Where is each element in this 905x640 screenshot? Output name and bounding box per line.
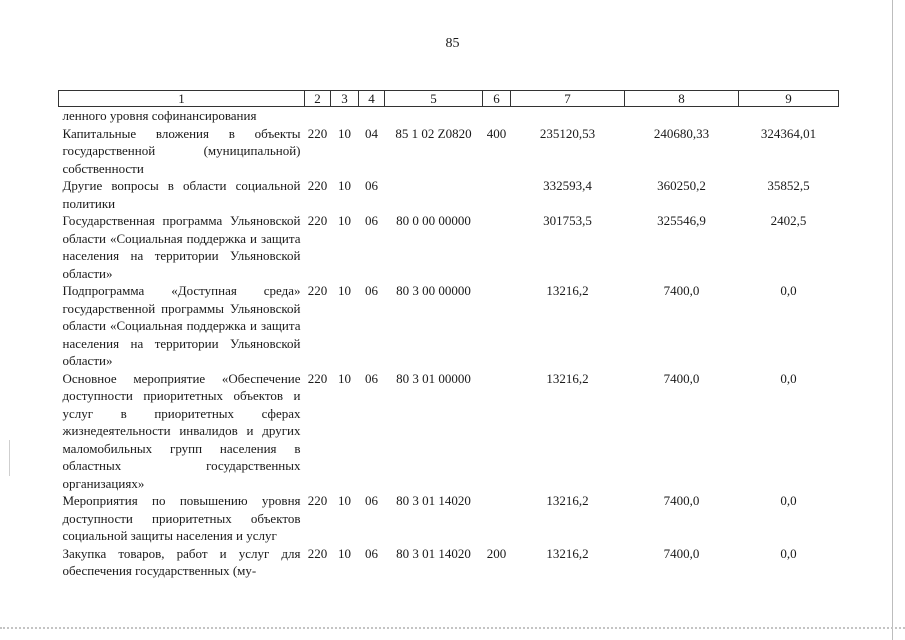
row-name: Государственная программа Ульяновской области «Социальная поддержка и защита населения на территории Ульяновской области» (62, 213, 301, 281)
row-c2: 220 (307, 545, 328, 561)
row-name: Капитальные вложения в объекты государственной (муниципальной) собственности (62, 125, 301, 176)
scan-edge-left (9, 440, 10, 476)
row-c2: 220 (307, 493, 328, 508)
header-col-1: 1 (59, 91, 305, 107)
row-c5: 80 0 00 00000 (396, 213, 471, 228)
row-c9: 324364,01 (760, 125, 817, 141)
header-col-4: 4 (359, 91, 385, 107)
row-c7: 13216,2 (546, 283, 589, 298)
header-col-2: 2 (305, 91, 331, 107)
header-col-8: 8 (625, 91, 739, 107)
row-c9: 0,0 (780, 370, 797, 386)
row-name: Закупка товаров, работ и услуг для обеспечения государственных (му- (62, 545, 301, 578)
table-row (59, 177, 839, 212)
scan-edge-right (892, 0, 893, 640)
row-c8: 7400,0 (663, 545, 700, 561)
row-c4: 06 (365, 283, 378, 298)
row-c8: 7400,0 (663, 283, 700, 298)
table-row (59, 282, 839, 370)
row-c3: 10 (338, 178, 351, 193)
continuation-text: ленного уровня софинансирования (62, 108, 257, 123)
row-c6 (483, 370, 511, 493)
row-name: Мероприятия по повышению уровня доступности приоритетных объектов социальной защиты населения и услуг (62, 493, 301, 543)
row-c2: 220 (307, 283, 328, 298)
row-c7: 13216,2 (546, 545, 589, 561)
row-c8: 7400,0 (663, 370, 700, 386)
row-c5: 80 3 01 00000 (396, 370, 471, 386)
row-c6 (483, 177, 511, 212)
row-name: Другие вопросы в области социальной политики (62, 178, 301, 211)
row-c8: 7400,0 (663, 493, 700, 508)
row-c5: 80 3 01 14020 (396, 545, 471, 561)
header-col-7: 7 (511, 91, 625, 107)
row-c4: 06 (365, 545, 378, 561)
row-c3: 10 (338, 370, 351, 386)
header-col-9: 9 (739, 91, 839, 107)
row-c9: 0,0 (780, 493, 797, 508)
row-c3: 10 (338, 545, 351, 561)
row-c7: 332593,4 (543, 178, 592, 193)
row-c9: 0,0 (780, 283, 797, 298)
table-row (59, 212, 839, 282)
row-name: Основное мероприятие «Обеспечение доступности приоритетных объектов и услуг в приоритетных сферах жизнедеятельности инвалидов и других маломобильных групп населения в областных государственных организациях» (62, 370, 301, 491)
row-c7: 301753,5 (543, 213, 592, 228)
header-col-3: 3 (331, 91, 359, 107)
row-c5: 85 1 02 Z0820 (395, 125, 472, 141)
row-c8: 360250,2 (657, 178, 706, 193)
row-c5: 80 3 01 14020 (396, 493, 471, 508)
header-row (59, 91, 839, 107)
row-c4: 06 (365, 493, 378, 508)
row-c4: 04 (365, 125, 378, 141)
budget-table (58, 90, 839, 580)
table-row (59, 125, 839, 178)
row-c6 (483, 492, 511, 545)
row-c3: 10 (338, 125, 351, 141)
row-c2: 220 (307, 370, 328, 386)
row-c5: 80 3 00 00000 (396, 283, 471, 298)
header-col-5: 5 (385, 91, 483, 107)
row-c9: 2402,5 (770, 213, 807, 228)
table-row (59, 492, 839, 545)
row-c9: 35852,5 (767, 178, 810, 193)
row-c2: 220 (307, 213, 328, 228)
row-c9: 0,0 (780, 545, 797, 561)
row-c6 (483, 282, 511, 370)
row-c7: 13216,2 (546, 370, 589, 386)
row-c8: 240680,33 (653, 125, 710, 141)
row-c3: 10 (338, 213, 351, 228)
row-c3: 10 (338, 493, 351, 508)
continuation-row (59, 107, 839, 125)
table-row (59, 370, 839, 493)
row-c4: 06 (365, 370, 378, 386)
page-number: 85 (445, 36, 460, 51)
row-c3: 10 (338, 283, 351, 298)
scan-bottom-edge (0, 627, 905, 629)
row-c2: 220 (307, 125, 328, 141)
row-c4: 06 (365, 178, 378, 193)
row-c7: 13216,2 (546, 493, 589, 508)
row-c6 (483, 212, 511, 282)
row-c2: 220 (307, 178, 328, 193)
header-col-6: 6 (483, 91, 511, 107)
row-c7: 235120,53 (539, 125, 596, 141)
row-c8: 325546,9 (657, 213, 706, 228)
row-c6: 200 (486, 545, 507, 561)
row-c5 (385, 177, 483, 212)
row-c4: 06 (365, 213, 378, 228)
table-row (59, 545, 839, 580)
row-name: Подпрограмма «Доступная среда» государственной программы Ульяновской области «Социальная поддержка и защита населения на территории Ульяновской области» (62, 283, 301, 368)
row-c6: 400 (486, 125, 507, 141)
